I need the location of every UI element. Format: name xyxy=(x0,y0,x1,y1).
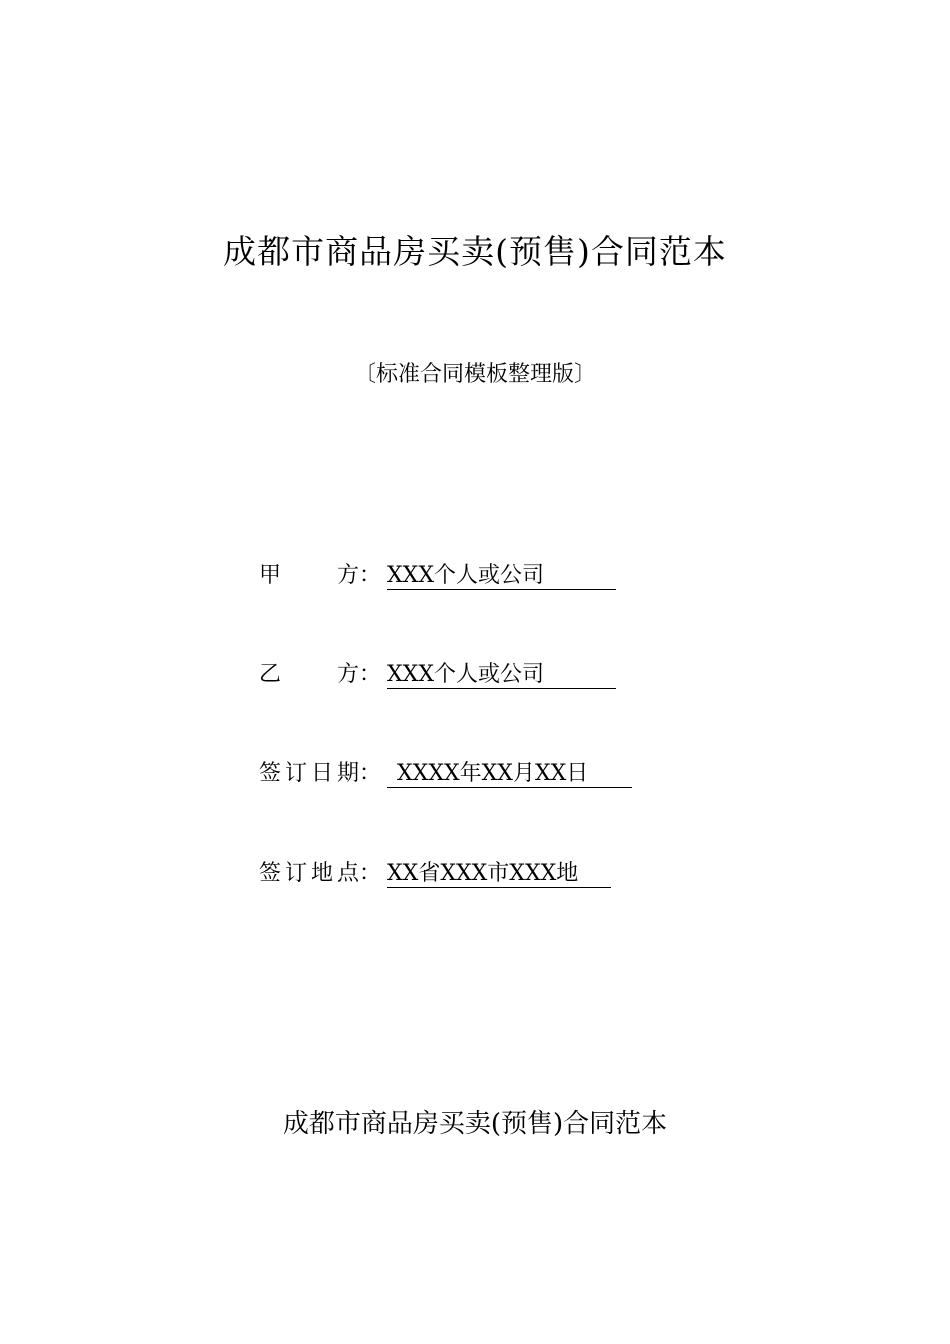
party-a-colon: ： xyxy=(359,563,382,588)
signing-place-colon: ： xyxy=(359,861,382,886)
party-a-label: 甲方 xyxy=(259,563,359,588)
signing-date-label-wrap xyxy=(259,757,387,791)
signing-place-label-wrap xyxy=(259,857,387,891)
signing-place-value: XX省XXX市XXX地 xyxy=(387,861,611,888)
signing-date-value: XXXX年XX月XX日 xyxy=(387,761,632,788)
party-a-field xyxy=(259,559,616,593)
document-subtitle: 〔标准合同模板整理版〕 xyxy=(353,362,596,387)
signing-place-field xyxy=(259,857,611,891)
signing-date-label: 签订日期 xyxy=(259,761,359,786)
signing-date-field xyxy=(259,757,632,791)
party-a-label-wrap xyxy=(259,559,387,593)
party-b-label: 乙方 xyxy=(259,662,359,687)
footer-title: 成都市商品房买卖(预售)合同范本 xyxy=(282,1109,668,1139)
signing-place-label: 签订地点 xyxy=(259,861,359,886)
document-title: 成都市商品房买卖(预售)合同范本 xyxy=(223,232,727,271)
signing-date-colon: ： xyxy=(359,761,382,786)
party-b-value: XXX个人或公司 xyxy=(387,662,616,689)
party-b-field xyxy=(259,658,616,692)
party-a-value: XXX个人或公司 xyxy=(387,563,616,590)
party-b-colon: ： xyxy=(359,662,382,687)
party-b-label-wrap xyxy=(259,658,387,692)
